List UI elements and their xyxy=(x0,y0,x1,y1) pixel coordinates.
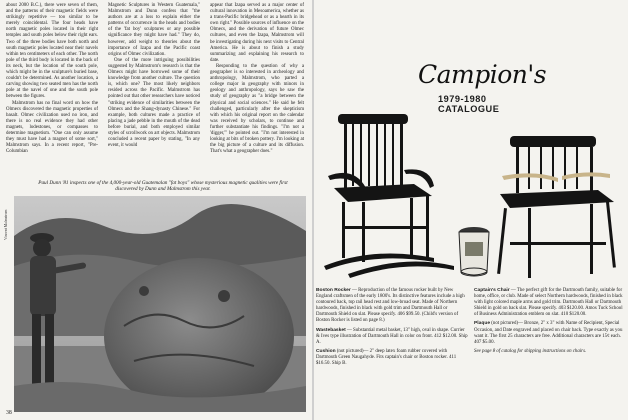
article-column-2 xyxy=(108,3,200,149)
product-photo xyxy=(314,114,628,286)
left-page xyxy=(0,0,312,420)
boston-rocker xyxy=(324,114,454,278)
product-text: — The perfect gift for the Dartmouth family, suitable for home, office, or club. Made of select Northern hardwoods, finished in black with light colored maple arms and gold trim. Dartmouth Hall or Dartmouth Shield in gold on back slat. Please specify. 403 $120.00. Amos Tuck School of Business Administration emblem on slat. 410 $120.00. xyxy=(474,288,623,318)
article-column-3 xyxy=(210,3,304,155)
product-text: — Substantial metal basket, 13" high, oval in shape. Currier & Ives type illustration of Dartmouth Hall in color on front. 412 $12.00. Ship A. xyxy=(316,327,468,345)
fat-boy-photo xyxy=(14,196,306,412)
right-page xyxy=(314,0,628,420)
photo-illustration xyxy=(14,196,306,412)
catalogue-script-title: Campion's xyxy=(418,60,547,89)
captains-chair xyxy=(497,136,616,278)
product-text: See page 8 of catalog for shipping instructions on chairs. xyxy=(474,348,587,354)
product-name: Boston Rocker xyxy=(316,288,351,293)
paragraph: appear that Izapa served as a major center of cultural innovation in Mesoamerica, whether as a trans-Pacific bridgehead or as a hearth in its own right." Possible sources of influence on the Olmecs, and the derivation of future Olmec cultures, and even the Izapa, Malmstrom will be investigating during his next visits to Central America. He is about to finish a study summarizing and explaining his research to date. xyxy=(210,3,304,63)
article-column-1 xyxy=(6,3,98,155)
furniture-illustration xyxy=(314,114,628,286)
product-descriptions-left xyxy=(316,288,468,370)
product-cushion xyxy=(316,349,468,367)
paragraph: Malmstrom has no final word on how the Olmecs discovered the magnetic properties of basalt. Olmec civilization used no iron, and there is no real evidence they had other magnets, lodestones, or compasses to determine magnetism. "One can only assume they must have had a magnet of some sort," Malmstrom says. In a recent report, "Pre-Columbian xyxy=(6,100,98,155)
product-boston-rocker xyxy=(316,288,468,325)
page-number: 38 xyxy=(6,410,12,416)
product-name: Plaque xyxy=(474,321,491,327)
product-wastebasket xyxy=(316,328,468,346)
product-descriptions-right xyxy=(474,288,624,358)
catalogue-word: CATALOGUE xyxy=(438,104,500,114)
paragraph: Responding to the question of why a geographer is so interested in archeology and anthropology, Malmstrom, who parted a college major in geography with minors in geology and anthropology, says he saw the study of geography as "a bridge between the physical and social sciences." He said he felt challenged, particularly after the skepticism with which his original report on the calendar was received by scholars, to continue and further substantiate his findings. "I'm not a 'digger,'" he pointed out. "I'm not interested in looking at bits of broken pottery. I'm looking at the big picture of a culture and its diffusion. That's what a geographer does." xyxy=(210,63,304,155)
shipping-note xyxy=(474,349,624,355)
paragraph: One of the more intriguing possibilities suggested by Malmstrom's research is that the Olmecs might have borrowed some of their knowledge from another culture. The question is, which one? The most likely neighbors resided across the Pacific. Malmstrom has pointed out that other researchers have noticed "striking evidence of similarities between the Olmecs and the Shang-dynasty Chinese." For example, both cultures made a practice of placing a jade pebble in the mouth of the dead before burial, and both employed similar styles of scrollwork on art objects. Malmstrom concluded a recent paper by stating, "In any event, it would xyxy=(108,57,200,149)
product-captains-chair xyxy=(474,288,624,318)
product-name: Cushion xyxy=(316,348,336,354)
product-name: Captain's Chair xyxy=(474,288,510,293)
photo-credit: Vincent Malmstrom xyxy=(4,209,8,240)
catalogue-year: 1979-1980 xyxy=(438,94,487,104)
product-text: (not pictured)— Bronze, 2" x 3" with Name of Recipient, Special Occasion, and Date engraved and placed on chair back. Type exactly as you want it. The first 25 characters are free. Additional characters are 15¢ each. 407 $5.00. xyxy=(474,321,623,345)
product-plaque xyxy=(474,321,624,345)
product-text: — Reproduction of the famous rocker built by New England craftsmen of the early 1800's. Its distinctive features include a high contoured back, top rail head rest and low-broad seat. Made of Northern hardwoods, finished in black with gold trim and Dartmouth Hall or Dartmouth Shield on slat. Please specify. 406 $99.50. (Child's version of Boston Rocker is listed on page 8.) xyxy=(316,288,465,324)
photo-caption: Paul Dunn '81 inspects one of the 4,000-year-old Guatemalan "fat boys" whose mysterious magnetic qualities were first discovered by Dunn and Malmstrom this year. xyxy=(38,180,288,193)
paragraph: about 2000 B.C.), there were seven of them, and the patterns of their magnetic fields were strikingly repetitive — too similar to be merely coincidental. The four heads have north magnetic poles located in their right temples and south poles below their right ears. Two of the three bodies have both north and south magnetic poles located near their navels within ten centimeters of each other. The north pole of the third body is located in the back of its neck, but the location of the south pole, which might be in the sculpture's buried base, couldn't be determined. As another location, a carving showing two seated men has the north pole at the navel of one and the south pole between the figures. xyxy=(6,3,98,100)
product-text: (not pictured)— 2" deep latex foam rubber covered with Dartmouth Green Naugahyde. Fits captain's chair or Boston rocker. 411 $16.50. Ship B. xyxy=(316,348,457,367)
paragraph: Magnetic Sculptures in Western Guatemala," Malmstrom and Dunn confess that "the authors are at a loss to explain either the patterns of occurrence in the heads and bodies of the 'fat boy' sculptures or any possible significance they might have had." They do, however, add weight to theories about the importance of Izapa and the Pacific coast origins of Olmec civilization. xyxy=(108,3,200,57)
product-name: Wastebasket xyxy=(316,327,346,333)
wastebasket-icon xyxy=(459,227,489,276)
